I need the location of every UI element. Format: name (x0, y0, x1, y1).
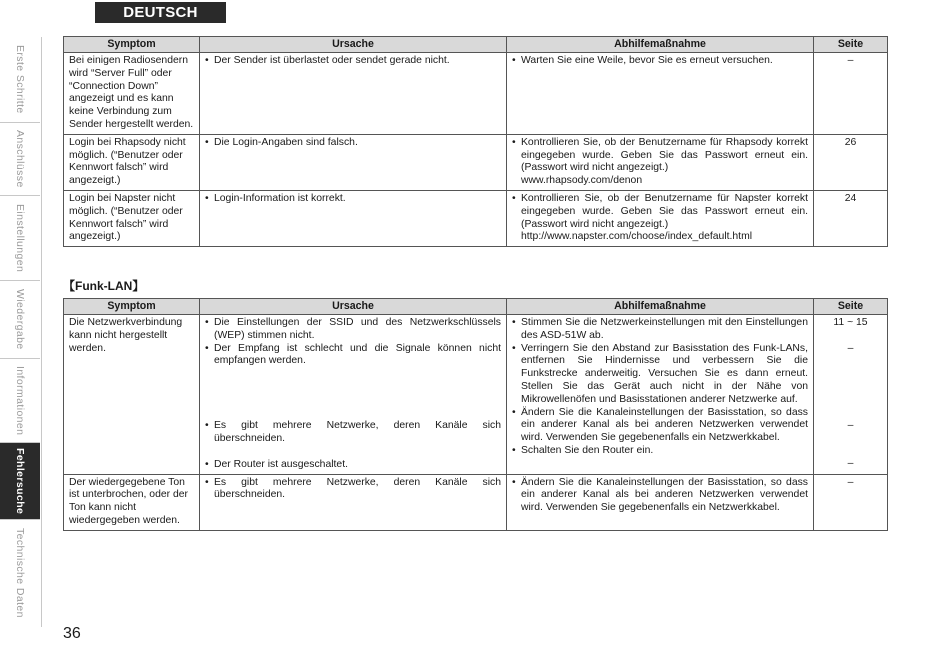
bullet: • (205, 136, 209, 148)
page-ref: 11 ~ 15 (833, 317, 868, 328)
remedy-cell (507, 53, 814, 135)
bullet: • (205, 192, 209, 204)
sidebar-tab-label: Anschlüsse (14, 130, 26, 188)
cause-text: Es gibt mehrere Netzwerke, deren Kanäle sich überschneiden. (214, 476, 501, 501)
sidebar-tab-fehlersuche[interactable] (0, 443, 40, 520)
column-header-cause: Ursache (200, 37, 507, 53)
remedy-text: Schalten Sie den Router ein. (521, 444, 654, 456)
sidebar-tab-technische-daten[interactable] (0, 520, 40, 626)
language-badge: DEUTSCH (95, 2, 226, 23)
sidebar-tab-label: Fehlersuche (14, 447, 26, 515)
bullet: • (512, 55, 516, 66)
remedy-text: Kontrollieren Sie, ob der Benutzername für Rhapsody korrekt eingegeben wurde. Geben Sie das Passwort erneut ein. (Passwort wird nicht angezeigt.) (521, 136, 808, 174)
cause-cell (200, 474, 507, 530)
symptom-cell: Login bei Rhapsody nicht möglich. (“Benutzer oder Kennwort falsch” wird angezeigt.) (64, 134, 200, 190)
bullet: • (205, 476, 209, 488)
sidebar-tab-label: Informationen (14, 365, 26, 436)
page-number: 36 (63, 625, 81, 642)
page-cell: – (814, 53, 888, 135)
bullet: • (205, 317, 209, 328)
cause-text: Die Login-Angaben sind falsch. (214, 136, 358, 148)
column-header-cause: Ursache (200, 299, 507, 315)
table-row (64, 474, 888, 530)
remedy-cell (507, 474, 814, 530)
cause-text: Die Einstellungen der SSID und des Netzwerkschlüssels (WEP) stimmen nicht. (214, 317, 501, 341)
sidebar-tab-label: Erste Schritte (14, 45, 26, 114)
column-header-symptom: Symptom (64, 299, 200, 315)
bullet: • (205, 55, 209, 66)
remedy-text: Ändern Sie die Kanaleinstellungen der Basisstation, so dass ein anderer Kanal als bei anderen Netzwerken verwendet wird. Verwenden Sie gegebenenfalls ein Netzwerkkabel. (521, 476, 808, 514)
bullet: • (205, 458, 209, 470)
rhapsody-link: www.rhapsody.com/denon (521, 175, 643, 187)
remedy-cell (507, 315, 814, 475)
troubleshooting-table-general (63, 36, 888, 247)
column-header-remedy: Abhilfemaßnahme (507, 299, 814, 315)
bullet: • (512, 136, 516, 148)
sidebar-tab-informationen[interactable] (0, 359, 40, 443)
bullet: • (512, 317, 516, 328)
sidebar-tab-anschluesse[interactable] (0, 123, 40, 196)
remedy-text: Ändern Sie die Kanaleinstellungen der Basisstation, so dass ein anderer Kanal als bei anderen Netzwerken verwendet wird. Verwenden Sie gegebenenfalls ein Netzwerkkabel. (521, 406, 808, 444)
remedy-cell (507, 134, 814, 190)
cause-text: Der Empfang ist schlecht und die Signale können nicht empfangen werden. (214, 342, 501, 367)
sidebar-tab-wiedergabe[interactable] (0, 281, 40, 359)
table-row (64, 315, 888, 475)
cause-text: Login-Information ist korrekt. (214, 192, 346, 204)
bullet: • (512, 342, 516, 354)
column-header-remedy: Abhilfemaßnahme (507, 37, 814, 53)
page-cell: – (814, 474, 888, 530)
cause-cell (200, 53, 507, 135)
remedy-cell (507, 190, 814, 246)
column-header-page: Seite (814, 37, 888, 53)
troubleshooting-table-funk-lan (63, 298, 888, 531)
bullet: • (512, 192, 516, 204)
cause-cell (200, 134, 507, 190)
cause-cell (200, 190, 507, 246)
remedy-text: Verringern Sie den Abstand zur Basisstation des Funk-LANs, entfernen Sie Hindernisse und verbessern Sie die Funkstrecke anderweitig. Versuchen Sie es dann erneut. Stellen Sie das Gerät auch nicht in der Nähe von Mikrowellenöfen und Basisstationen anderer Netzwerke auf. (521, 342, 808, 405)
section-sidebar (0, 37, 42, 627)
bullet: • (512, 444, 516, 456)
sidebar-tab-einstellungen[interactable] (0, 196, 40, 281)
bullet: • (205, 342, 209, 354)
remedy-text: Stimmen Sie die Netzwerkeinstellungen mit den Einstellungen des ASD-51W ab. (521, 317, 808, 341)
symptom-cell: Der wiedergegebene Ton ist unterbrochen, oder der Ton kann nicht wiedergegeben werden. (64, 474, 200, 530)
bullet: • (205, 420, 209, 432)
column-header-page: Seite (814, 299, 888, 315)
sidebar-tab-label: Einstellungen (14, 203, 26, 273)
symptom-cell: Login bei Napster nicht möglich. (“Benutzer oder Kennwort falsch” wird angezeigt.) (64, 190, 200, 246)
remedy-text: Kontrollieren Sie, ob der Benutzername für Napster korrekt eingegeben wurde. Geben Sie das Passwort erneut ein. (Passwort wird nicht angezeigt.) (521, 192, 808, 230)
table-row (64, 53, 888, 135)
page-cell: 26 (814, 134, 888, 190)
column-header-symptom: Symptom (64, 37, 200, 53)
page-ref: – (847, 419, 854, 431)
cause-text: Der Sender ist überlastet oder sendet gerade nicht. (214, 55, 450, 66)
cause-cell (200, 315, 507, 475)
page-ref: – (847, 342, 854, 354)
page-cell (814, 315, 888, 475)
sidebar-tab-label: Wiedergabe (14, 289, 26, 350)
symptom-cell: Die Netzwerkverbindung kann nicht hergestellt werden. (64, 315, 200, 475)
table-row (64, 190, 888, 246)
section-title-funk-lan: 【Funk-LAN】 (63, 279, 145, 293)
table-row (64, 134, 888, 190)
sidebar-tab-label: Technische Daten (14, 528, 26, 618)
remedy-text: Warten Sie eine Weile, bevor Sie es erneut versuchen. (521, 55, 773, 66)
bullet: • (512, 476, 516, 488)
napster-link: http://www.napster.com/choose/index_default.html (521, 231, 753, 243)
symptom-cell: Bei einigen Radiosendern wird “Server Full” oder “Connection Down” angezeigt und es kann keine Verbindung zum Sender hergestellt werden. (64, 53, 200, 135)
page-ref: – (847, 458, 854, 470)
cause-text: Es gibt mehrere Netzwerke, deren Kanäle sich überschneiden. (214, 420, 501, 444)
bullet: • (512, 406, 516, 418)
table-header-row (64, 37, 888, 53)
cause-text: Der Router ist ausgeschaltet. (214, 458, 348, 470)
sidebar-tab-erste-schritte[interactable] (0, 37, 40, 123)
page-cell: 24 (814, 190, 888, 246)
table-header-row (64, 299, 888, 315)
